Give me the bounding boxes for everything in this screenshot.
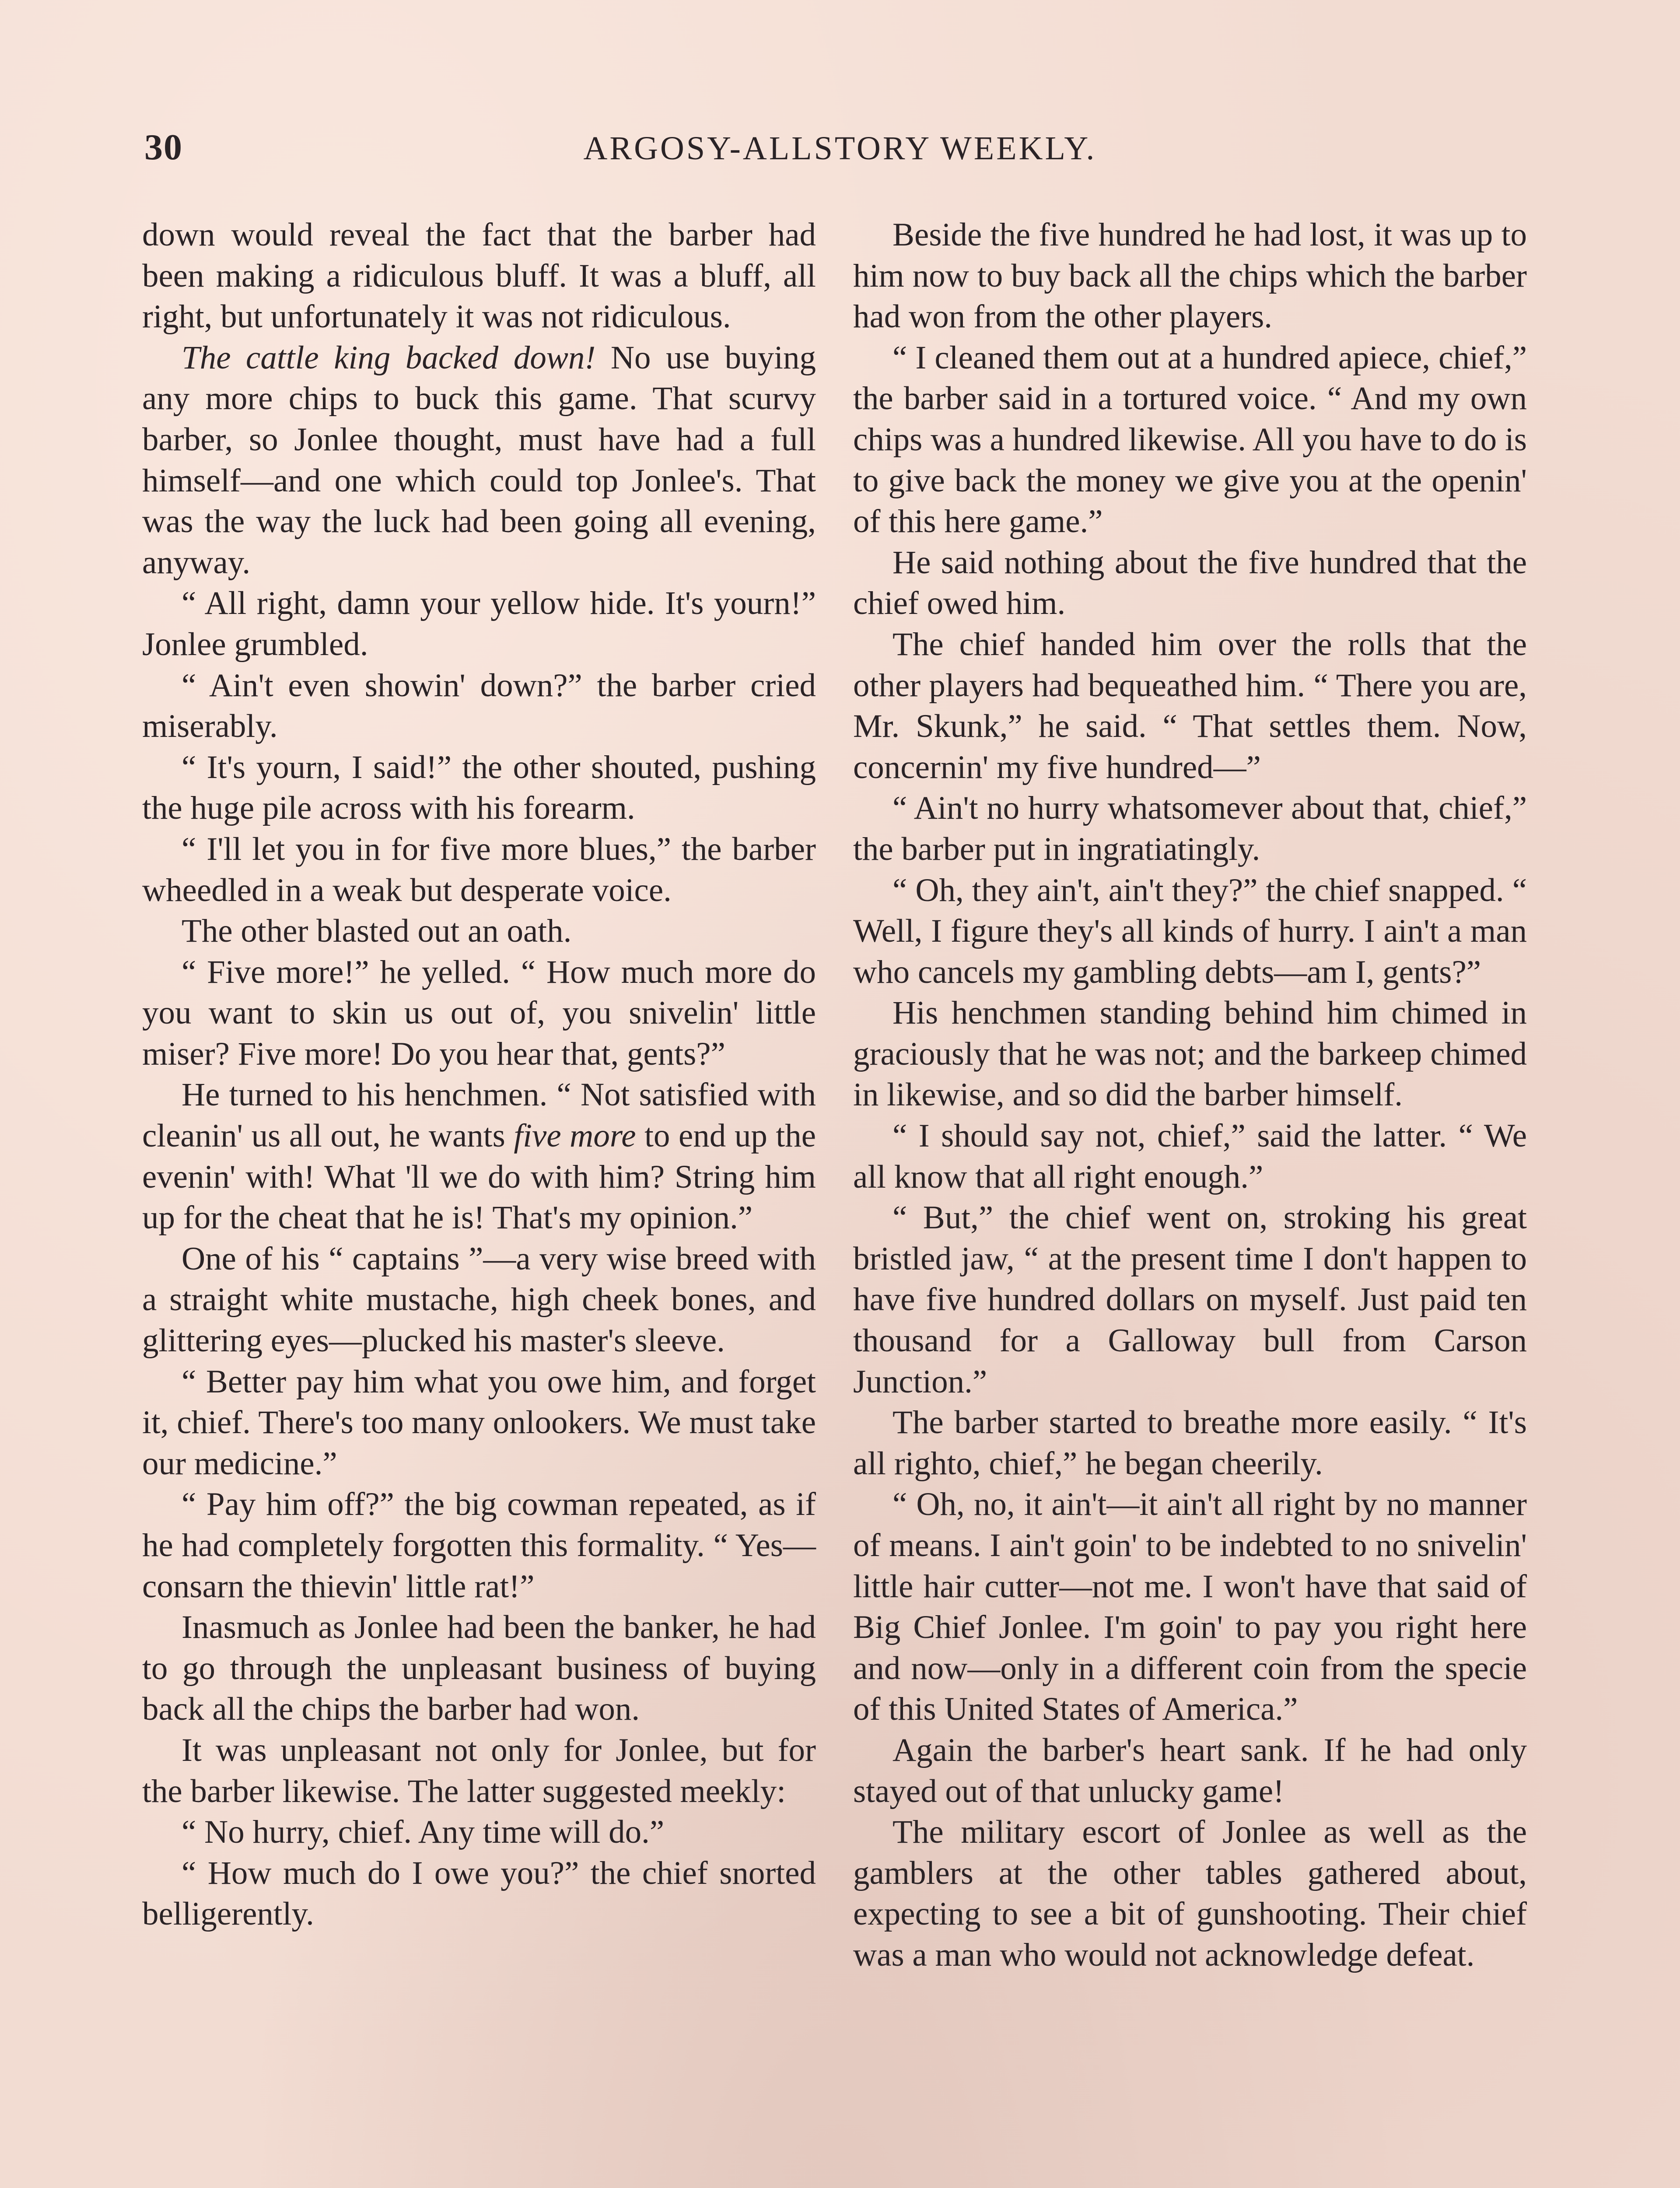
paragraph: He turned to his henchmen. “ Not satisfied with cleanin' us all out, he wants five more to end up the evenin' with! What 'll we do with him? String him up for the cheat that he is! That's my opinion.” <box>142 1076 816 1236</box>
paragraph: Inasmuch as Jonlee had been the banker, he had to go through the unpleasant business of buying back all the chips the barber had won. <box>142 1609 816 1728</box>
paragraph: “ Ain't even showin' down?” the barber cried miserably. <box>142 667 816 745</box>
paragraph: It was unpleasant not only for Jonlee, but for the barber likewise. The latter suggested meekly: <box>142 1732 816 1809</box>
paragraph: “ Oh, they ain't, ain't they?” the chief snapped. “ Well, I figure they's all kinds of hurry. I ain't a man who cancels my gambling debts—am I, gents?” <box>853 872 1527 990</box>
paragraph: “ Ain't no hurry whatsomever about that, chief,” the barber put in ingratiatingly. <box>853 790 1527 867</box>
paragraph: “ No hurry, chief. Any time will do.” <box>182 1814 665 1851</box>
paragraph: “ How much do I owe you?” the chief snorted belligerently. <box>142 1855 816 1932</box>
paragraph: The chief handed him over the rolls that the other players had bequeathed him. “ There you are, Mr. Skunk,” he said. “ That settles them. Now, concernin' my five hundred—” <box>853 626 1527 785</box>
paragraph: One of his “ captains ”—a very wise breed with a straight white mustache, high cheek bones, and glittering eyes—plucked his master's sleeve. <box>142 1240 816 1359</box>
paragraph: “ Five more!” he yelled. “ How much more do you want to skin us out of, you snivelin' little miser? Five more! Do you hear that, gents?” <box>142 954 816 1072</box>
paragraph: “ Better pay him what you owe him, and forget it, chief. There's too many onlookers. We must take our medicine.” <box>142 1363 816 1482</box>
italic-phrase: The cattle king backed down! <box>182 339 596 376</box>
running-head: ARGOSY-ALLSTORY WEEKLY. <box>583 130 1097 167</box>
paragraph: Again the barber's heart sank. If he had only stayed out of that unlucky game! <box>853 1732 1527 1809</box>
paragraph: The other blasted out an oath. <box>182 913 572 950</box>
paragraph: “ I'll let you in for five more blues,” the barber wheedled in a weak but desperate voice. <box>142 831 816 908</box>
paragraph: “ I cleaned them out at a hundred apiece, chief,” the barber said in a tortured voice. “ And my own chips was a hundred likewise. All you have to do is to give back the money we give you at the openin' of this here game.” <box>853 339 1527 540</box>
right-column <box>853 214 1527 1976</box>
paragraph: The military escort of Jonlee as well as the gamblers at the other tables gathered about, expecting to see a bit of gunshooting. Their chief was a man who would not acknowledge defeat. <box>853 1814 1527 1973</box>
paragraph: down would reveal the fact that the barber had been making a ridiculous bluff. It was a bluff, all right, but unfortunately it was not ridiculous. <box>142 217 816 335</box>
paragraph: “ It's yourn, I said!” the other shouted, pushing the huge pile across with his forearm. <box>142 749 816 827</box>
page-number: 30 <box>144 127 183 168</box>
left-column <box>142 214 816 1935</box>
paragraph: The barber started to breathe more easily. “ It's all righto, chief,” he began cheerily. <box>853 1404 1527 1482</box>
paragraph: “ All right, damn your yellow hide. It's yourn!” Jonlee grumbled. <box>142 585 816 663</box>
paragraph: His henchmen standing behind him chimed in graciously that he was not; and the barkeep chimed in likewise, and so did the barber himself. <box>853 995 1527 1113</box>
paragraph: The cattle king backed down! No use buying any more chips to buck this game. That scurvy barber, so Jonlee thought, must have had a full himself—and one which could top Jonlee's. That was the way the luck had been going all evening, anyway. <box>142 339 816 581</box>
paragraph: “ Oh, no, it ain't—it ain't all right by no manner of means. I ain't goin' to be indebted to no snivelin' little hair cutter—not me. I won't have that said of Big Chief Jonlee. I'm goin' to pay you right here and now—only in a different coin from the specie of this United States of America.” <box>853 1486 1527 1728</box>
paragraph: “ But,” the chief went on, stroking his great bristled jaw, “ at the present time I don't happen to have five hundred dollars on myself. Just paid ten thousand for a Galloway bull from Carson Junction.” <box>853 1199 1527 1400</box>
italic-phrase: five more <box>514 1118 636 1154</box>
paragraph: Beside the five hundred he had lost, it was up to him now to buy back all the chips which the barber had won from the other players. <box>853 217 1527 335</box>
paragraph: “ Pay him off?” the big cowman repeated, as if he had completely forgotten this formality. “ Yes—consarn the thievin' little rat!” <box>142 1486 816 1605</box>
paragraph: “ I should say not, chief,” said the latter. “ We all know that all right enough.” <box>853 1118 1527 1195</box>
paragraph: He said nothing about the five hundred that the chief owed him. <box>853 544 1527 622</box>
